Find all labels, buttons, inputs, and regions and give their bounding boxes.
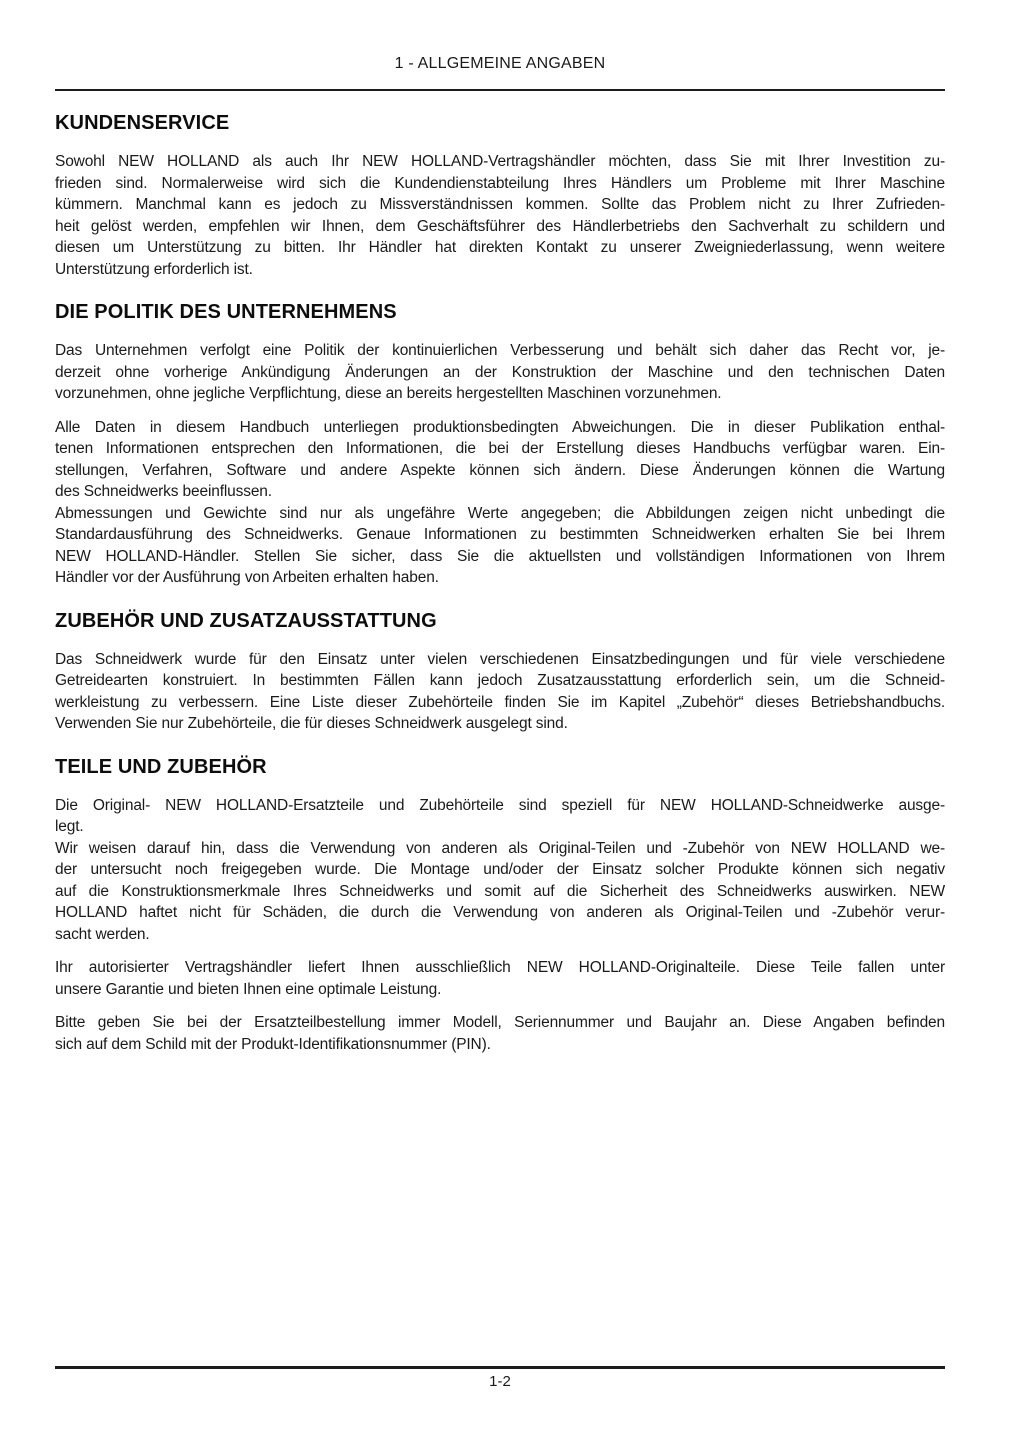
text-line: Alle Daten in diesem Handbuch unterliegen produktionsbedingten Abweichungen. Die in dieser Publikation enthal- bbox=[55, 418, 945, 436]
text-line: Unterstützung erforderlich ist. bbox=[55, 260, 253, 278]
text-line: auf die Konstruktionsmerkmale Ihres Schneidwerks und somit auf die Sicherheit des Schneidwerks auswirken. NEW bbox=[55, 882, 945, 900]
text-line: heit gelöst werden, empfehlen wir Ihnen, dem Geschäftsführer des Händlerbetriebs den Sachverhalt zu schildern und bbox=[55, 217, 945, 235]
paragraph bbox=[55, 340, 945, 405]
section-heading: TEILE UND ZUBEHÖR bbox=[55, 755, 267, 778]
text-line: Verwenden Sie nur Zubehörteile, die für dieses Schneidwerk ausgelegt sind. bbox=[55, 715, 568, 732]
section-heading: DIE POLITIK DES UNTERNEHMENS bbox=[55, 301, 397, 323]
paragraph bbox=[55, 417, 945, 503]
text-line: Wir weisen darauf hin, dass die Verwendung von anderen als Original-Teilen und -Zubehör von NEW HOLLAND we- bbox=[55, 839, 945, 857]
section-zubehoer-zusatzausstattung bbox=[55, 609, 945, 735]
section-teile-und-zubehoer bbox=[55, 755, 945, 1056]
text-line: Standardausführung des Schneidwerks. Genaue Informationen zu bestimmten Schneidwerken erhalten Sie bei Ihrem bbox=[55, 526, 945, 543]
text-line: tenen Informationen entsprechen den Informationen, die bei der Erstellung dieses Handbuchs verfügbar waren. Ein- bbox=[55, 440, 945, 457]
text-line: Ihr autorisierter Vertragshändler liefert Ihnen ausschließlich NEW HOLLAND-Originalteile. Diese Teile fallen unter bbox=[55, 959, 945, 976]
text-line: Abmessungen und Gewichte sind nur als ungefähre Werte angegeben; die Abbildungen zeigen nicht unbedingt die bbox=[55, 504, 945, 522]
paragraph bbox=[55, 795, 945, 838]
text-line: NEW HOLLAND-Händler. Stellen Sie sicher, dass Sie die aktuellsten und vollständigen Informationen von Ihrem bbox=[55, 547, 945, 565]
text-line: sich auf dem Schild mit der Produkt-Identifikationsnummer (PIN). bbox=[55, 1035, 491, 1053]
text-line: Das Schneidwerk wurde für den Einsatz unter vielen verschiedenen Einsatzbedingungen und für viele verschiedene bbox=[55, 650, 945, 668]
text-line: derzeit ohne vorherige Ankündigung Änderungen an der Konstruktion der Maschine und den technischen Daten bbox=[55, 363, 945, 381]
text-line: stellungen, Verfahren, Software und andere Aspekte können sich ändern. Diese Änderungen können die Wartung bbox=[55, 461, 945, 479]
text-line: Das Unternehmen verfolgt eine Politik der kontinuierlichen Verbesserung und behält sich daher das Recht vor, je- bbox=[55, 342, 945, 359]
text-line: unsere Garantie und bieten Ihnen eine optimale Leistung. bbox=[55, 980, 442, 998]
text-line: sacht werden. bbox=[55, 925, 150, 943]
text-line: Getreidearten konstruiert. In bestimmten Fällen kann jedoch Zusatzausstattung erforderlich sein, um die Schneid- bbox=[55, 672, 945, 689]
page-number: 1-2 bbox=[489, 1373, 511, 1390]
section-heading: KUNDENSERVICE bbox=[55, 112, 230, 134]
text-line: Bitte geben Sie bei der Ersatzteilbestellung immer Modell, Seriennummer und Baujahr an. Diese Angaben befinden bbox=[55, 1014, 945, 1031]
paragraph bbox=[55, 957, 945, 1000]
text-line: legt. bbox=[55, 818, 84, 835]
text-line: der untersucht noch freigegeben wurde. Die Montage und/oder der Einsatz solcher Produkte können sich negativ bbox=[55, 861, 945, 878]
section-politik bbox=[55, 300, 945, 589]
chapter-header: 1 - ALLGEMEINE ANGABEN bbox=[394, 55, 606, 72]
page-content bbox=[55, 0, 945, 1055]
text-line: kümmern. Manchmal kann es jedoch zu Missverständnissen kommen. Sollte das Problem nicht zu Ihrer Zufrieden- bbox=[55, 196, 945, 213]
paragraph bbox=[55, 503, 945, 589]
paragraph bbox=[55, 151, 945, 280]
text-line: Händler vor der Ausführung von Arbeiten erhalten haben. bbox=[55, 569, 439, 586]
text-line: vorzunehmen, ohne jegliche Verpflichtung, diese an bereits hergestellten Maschinen vorzunehmen. bbox=[55, 385, 722, 402]
text-line: diesen um Unterstützung zu bitten. Ihr Händler hat direkten Kontakt zu unserer Zweigniederlassung, wenn weitere bbox=[55, 239, 945, 256]
text-line: werkleistung zu verbessern. Eine Liste dieser Zubehörteile finden Sie im Kapitel „Zubehör“ dieses Betriebshandbuchs. bbox=[55, 693, 945, 711]
text-line: des Schneidwerks beeinflussen. bbox=[55, 483, 272, 500]
paragraph bbox=[55, 838, 945, 946]
header-rule bbox=[55, 89, 945, 91]
footer-rule bbox=[55, 1366, 945, 1369]
paragraph bbox=[55, 1012, 945, 1055]
text-line: frieden sind. Normalerweise wird sich die Kundendienstabteilung Ihres Händlers um Probleme mit Ihrer Maschine bbox=[55, 174, 945, 192]
text-line: Die Original- NEW HOLLAND-Ersatzteile und Zubehörteile sind speziell für NEW HOLLAND-Schneidwerke ausge- bbox=[55, 796, 945, 814]
section-kundenservice bbox=[55, 111, 945, 280]
paragraph bbox=[55, 649, 945, 735]
section-heading: ZUBEHÖR UND ZUSATZAUSSTATTUNG bbox=[55, 609, 437, 632]
page-footer bbox=[55, 1366, 945, 1390]
text-line: Sowohl NEW HOLLAND als auch Ihr NEW HOLLAND-Vertragshändler möchten, dass Sie mit Ihrer Investition zu- bbox=[55, 153, 945, 170]
text-line: HOLLAND haftet nicht für Schäden, die durch die Verwendung von anderen als Original-Teilen und -Zubehör verur- bbox=[55, 904, 945, 921]
